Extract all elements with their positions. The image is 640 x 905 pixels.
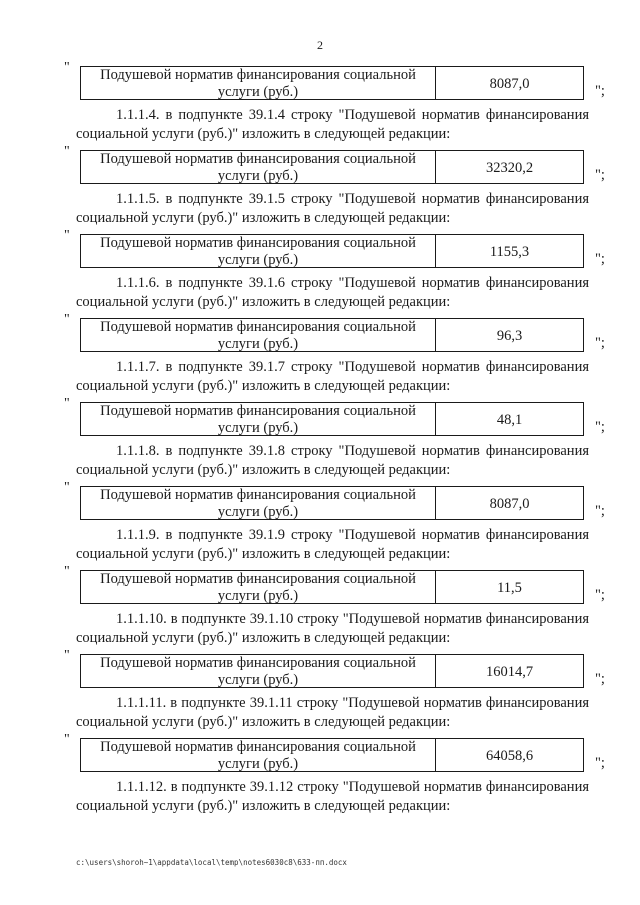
amendment-paragraph bbox=[76, 778, 589, 816]
norm-label: Подушевой норматив финансирования социальной услуги (руб.) bbox=[81, 319, 436, 351]
close-quote: "; bbox=[595, 755, 605, 771]
open-quote: " bbox=[64, 564, 70, 579]
open-quote: " bbox=[64, 312, 70, 327]
close-quote: "; bbox=[595, 671, 605, 687]
norm-table-row bbox=[64, 228, 610, 270]
paragraph-line: 1.1.1.11. в подпункте 39.1.11 строку "Подушевой норматив финансирования bbox=[116, 695, 589, 711]
norm-label: Подушевой норматив финансирования социальной услуги (руб.) bbox=[81, 67, 436, 99]
open-quote: " bbox=[64, 732, 70, 747]
norm-table-row bbox=[64, 60, 610, 102]
norm-label: Подушевой норматив финансирования социальной услуги (руб.) bbox=[81, 235, 436, 267]
close-quote: "; bbox=[595, 167, 605, 183]
norm-table-row bbox=[64, 648, 610, 690]
amendment-paragraph bbox=[76, 610, 589, 648]
close-quote: "; bbox=[595, 419, 605, 435]
amendment-paragraph bbox=[76, 694, 589, 732]
open-quote: " bbox=[64, 480, 70, 495]
paragraph-line: социальной услуги (руб.)" изложить в следующей редакции: bbox=[76, 798, 451, 814]
norm-table-row bbox=[64, 312, 610, 354]
norm-table bbox=[80, 402, 584, 436]
paragraph-line: 1.1.1.7. в подпункте 39.1.7 строку "Подушевой норматив финансирования bbox=[116, 359, 589, 375]
norm-value: 8087,0 bbox=[489, 76, 530, 92]
paragraph-line: 1.1.1.6. в подпункте 39.1.6 строку "Подушевой норматив финансирования bbox=[116, 275, 589, 291]
norm-label: Подушевой норматив финансирования социальной услуги (руб.) bbox=[81, 571, 436, 603]
paragraph-line: социальной услуги (руб.)" изложить в следующей редакции: bbox=[76, 294, 451, 310]
amendment-paragraph bbox=[76, 442, 589, 480]
paragraph-line: социальной услуги (руб.)" изложить в следующей редакции: bbox=[76, 462, 451, 478]
paragraph-line: социальной услуги (руб.)" изложить в следующей редакции: bbox=[76, 126, 451, 142]
paragraph-line: 1.1.1.12. в подпункте 39.1.12 строку "Подушевой норматив финансирования bbox=[116, 779, 589, 795]
norm-table bbox=[80, 66, 584, 100]
norm-label: Подушевой норматив финансирования социальной услуги (руб.) bbox=[81, 655, 436, 687]
paragraph-line: социальной услуги (руб.)" изложить в следующей редакции: bbox=[76, 714, 451, 730]
norm-table bbox=[80, 486, 584, 520]
norm-table bbox=[80, 738, 584, 772]
norm-table-row bbox=[64, 564, 610, 606]
norm-table-row bbox=[64, 144, 610, 186]
norm-table bbox=[80, 654, 584, 688]
amendment-paragraph bbox=[76, 106, 589, 144]
norm-table bbox=[80, 570, 584, 604]
close-quote: "; bbox=[595, 251, 605, 267]
norm-value: 11,5 bbox=[497, 580, 522, 596]
norm-table bbox=[80, 150, 584, 184]
norm-label: Подушевой норматив финансирования социальной услуги (руб.) bbox=[81, 487, 436, 519]
norm-value: 16014,7 bbox=[485, 664, 534, 680]
norm-value: 64058,6 bbox=[485, 748, 534, 764]
amendment-paragraph bbox=[76, 358, 589, 396]
paragraph-line: 1.1.1.4. в подпункте 39.1.4 строку "Подушевой норматив финансирования bbox=[116, 107, 589, 123]
amendment-paragraph bbox=[76, 526, 589, 564]
open-quote: " bbox=[64, 648, 70, 663]
norm-value: 48,1 bbox=[496, 412, 523, 428]
norm-value: 32320,2 bbox=[485, 160, 534, 176]
open-quote: " bbox=[64, 60, 70, 75]
close-quote: "; bbox=[595, 503, 605, 519]
amendment-paragraph bbox=[76, 190, 589, 228]
open-quote: " bbox=[64, 228, 70, 243]
norm-table-row bbox=[64, 732, 610, 774]
norm-label: Подушевой норматив финансирования социальной услуги (руб.) bbox=[81, 739, 436, 771]
paragraph-line: 1.1.1.10. в подпункте 39.1.10 строку "Подушевой норматив финансирования bbox=[116, 611, 589, 627]
paragraph-line: 1.1.1.5. в подпункте 39.1.5 строку "Подушевой норматив финансирования bbox=[116, 191, 589, 207]
close-quote: "; bbox=[595, 83, 605, 99]
norm-value: 1155,3 bbox=[489, 244, 530, 260]
page-number: 2 bbox=[317, 38, 323, 52]
paragraph-line: социальной услуги (руб.)" изложить в следующей редакции: bbox=[76, 210, 451, 226]
norm-label: Подушевой норматив финансирования социальной услуги (руб.) bbox=[81, 151, 436, 183]
norm-table-row bbox=[64, 480, 610, 522]
paragraph-line: социальной услуги (руб.)" изложить в следующей редакции: bbox=[76, 546, 451, 562]
norm-value: 96,3 bbox=[496, 328, 523, 344]
norm-table bbox=[80, 234, 584, 268]
paragraph-line: социальной услуги (руб.)" изложить в следующей редакции: bbox=[76, 378, 451, 394]
open-quote: " bbox=[64, 144, 70, 159]
norm-value: 8087,0 bbox=[489, 496, 530, 512]
footer-file-path: c:\users\shoroh~1\appdata\local\temp\notes6030c8\633-пп.docx bbox=[76, 858, 347, 867]
paragraph-line: социальной услуги (руб.)" изложить в следующей редакции: bbox=[76, 630, 451, 646]
open-quote: " bbox=[64, 396, 70, 411]
norm-table-row bbox=[64, 396, 610, 438]
amendment-paragraph bbox=[76, 274, 589, 312]
close-quote: "; bbox=[595, 587, 605, 603]
paragraph-line: 1.1.1.8. в подпункте 39.1.8 строку "Подушевой норматив финансирования bbox=[116, 443, 589, 459]
norm-table bbox=[80, 318, 584, 352]
close-quote: "; bbox=[595, 335, 605, 351]
norm-label: Подушевой норматив финансирования социальной услуги (руб.) bbox=[81, 403, 436, 435]
paragraph-line: 1.1.1.9. в подпункте 39.1.9 строку "Подушевой норматив финансирования bbox=[116, 527, 589, 543]
